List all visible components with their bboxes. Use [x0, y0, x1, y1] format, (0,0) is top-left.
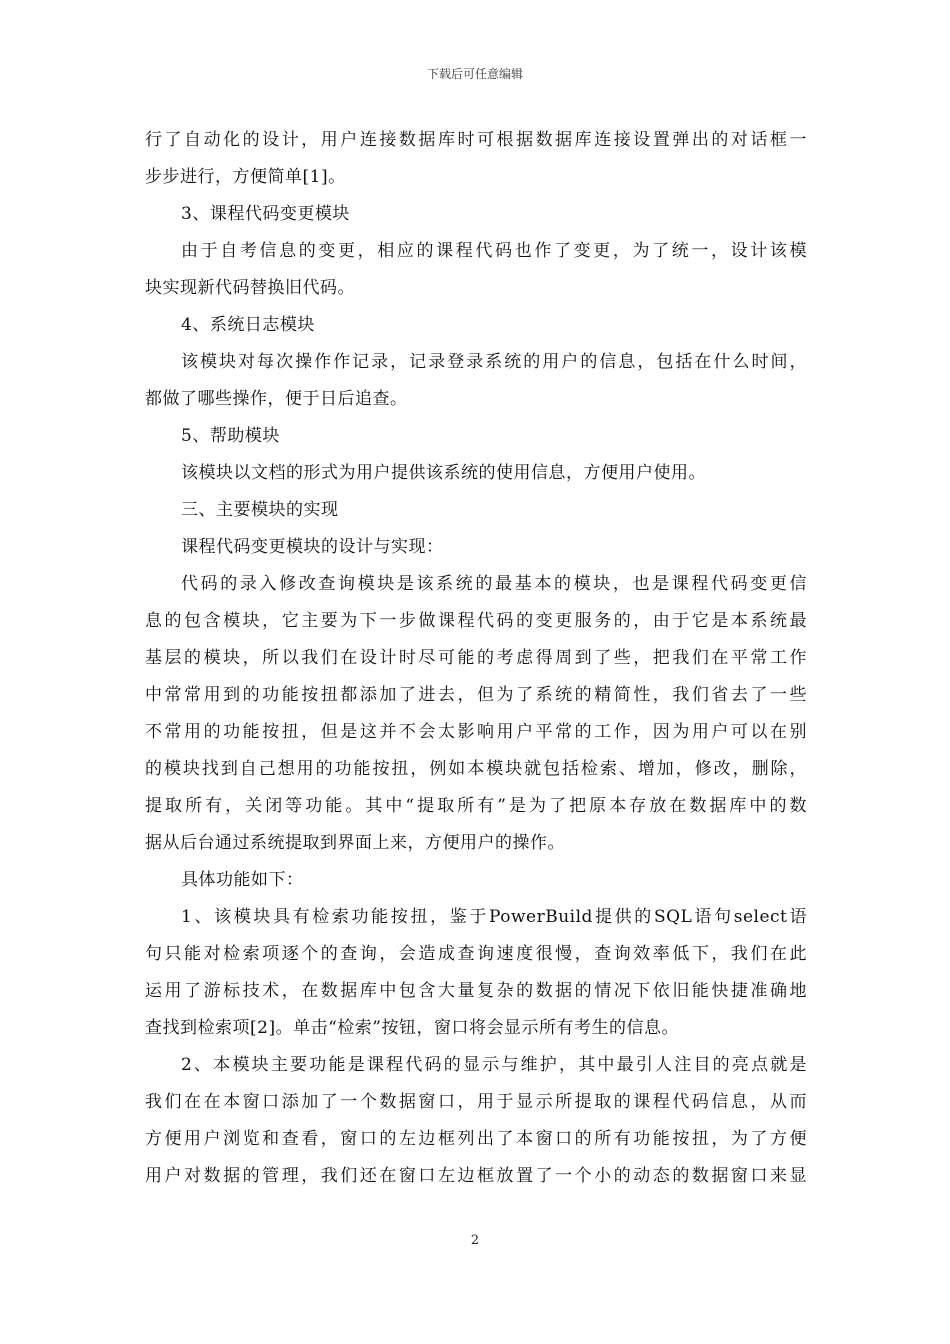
body-line: 5、帮助模块 [181, 426, 280, 446]
body-line: 三、主要模块的实现 [181, 500, 339, 520]
page-header: 下载后可任意编辑 [426, 67, 523, 81]
body-line: 的模块找到自己想用的功能按扭，例如本模块就包括检索、增加，修改，删除， [145, 759, 807, 779]
body-line: 提取所有，关闭等功能。其中“提取所有”是为了把原本存放在数据库中的数 [145, 796, 807, 816]
body-line: 息的包含模块，它主要为下一步做课程代码的变更服务的，由于它是本系统最 [145, 611, 807, 631]
body-line: 代码的录入修改查询模块是该系统的最基本的模块，也是课程代码变更信 [181, 574, 807, 594]
body-line: 4、系统日志模块 [181, 315, 315, 335]
document-body [145, 122, 807, 1195]
body-line: 2、本模块主要功能是课程代码的显示与维护，其中最引人注目的亮点就是 [181, 1055, 807, 1075]
body-line: 据从后台通过系统提取到界面上来，方便用户的操作。 [145, 833, 565, 853]
body-line: 都做了哪些操作，便于日后追查。 [145, 389, 408, 409]
body-line: 运用了游标技术，在数据库中包含大量复杂的数据的情况下依旧能快捷准确地 [145, 981, 807, 1001]
body-line: 步步进行，方便简单[1]。 [145, 167, 346, 187]
body-line: 基层的模块，所以我们在设计时尽可能的考虑得周到了些，把我们在平常工作 [145, 648, 807, 668]
body-line: 块实现新代码替换旧代码。 [145, 278, 355, 298]
body-line: 该模块对每次操作作记录，记录登录系统的用户的信息，包括在什么时间， [181, 352, 807, 372]
body-line: 方便用户浏览和查看，窗口的左边框列出了本窗口的所有功能按扭，为了方便 [145, 1129, 807, 1149]
body-line: 查找到检索项[2]。单击“检索”按钮，窗口将会显示所有考生的信息。 [145, 1018, 679, 1038]
body-line: 3、课程代码变更模块 [181, 204, 350, 224]
body-line: 我们在在本窗口添加了一个数据窗口，用于显示所提取的课程代码信息，从而 [145, 1092, 807, 1112]
body-line: 中常常用到的功能按扭都添加了进去，但为了系统的精简性，我们省去了一些 [145, 685, 807, 705]
page-number: 2 [470, 1233, 480, 1248]
body-line: 用户对数据的管理，我们还在窗口左边框放置了一个小的动态的数据窗口来显 [145, 1166, 807, 1186]
body-line: 不常用的功能按扭，但是这并不会太影响用户平常的工作，因为用户可以在别 [145, 722, 807, 742]
body-line: 行了自动化的设计，用户连接数据库时可根据数据库连接设置弹出的对话框一 [145, 130, 807, 150]
body-line: 句只能对检索项逐个的查询，会造成查询速度很慢，查询效率低下，我们在此 [145, 944, 807, 964]
body-line: 具体功能如下： [181, 870, 304, 890]
body-line: 1、该模块具有检索功能按扭，鉴于PowerBuild提供的SQL语句select语 [181, 907, 807, 927]
body-line: 该模块以文档的形式为用户提供该系统的使用信息，方便用户使用。 [181, 463, 706, 483]
body-line: 课程代码变更模块的设计与实现： [181, 537, 444, 557]
body-line: 由于自考信息的变更，相应的课程代码也作了变更，为了统一，设计该模 [181, 241, 807, 261]
